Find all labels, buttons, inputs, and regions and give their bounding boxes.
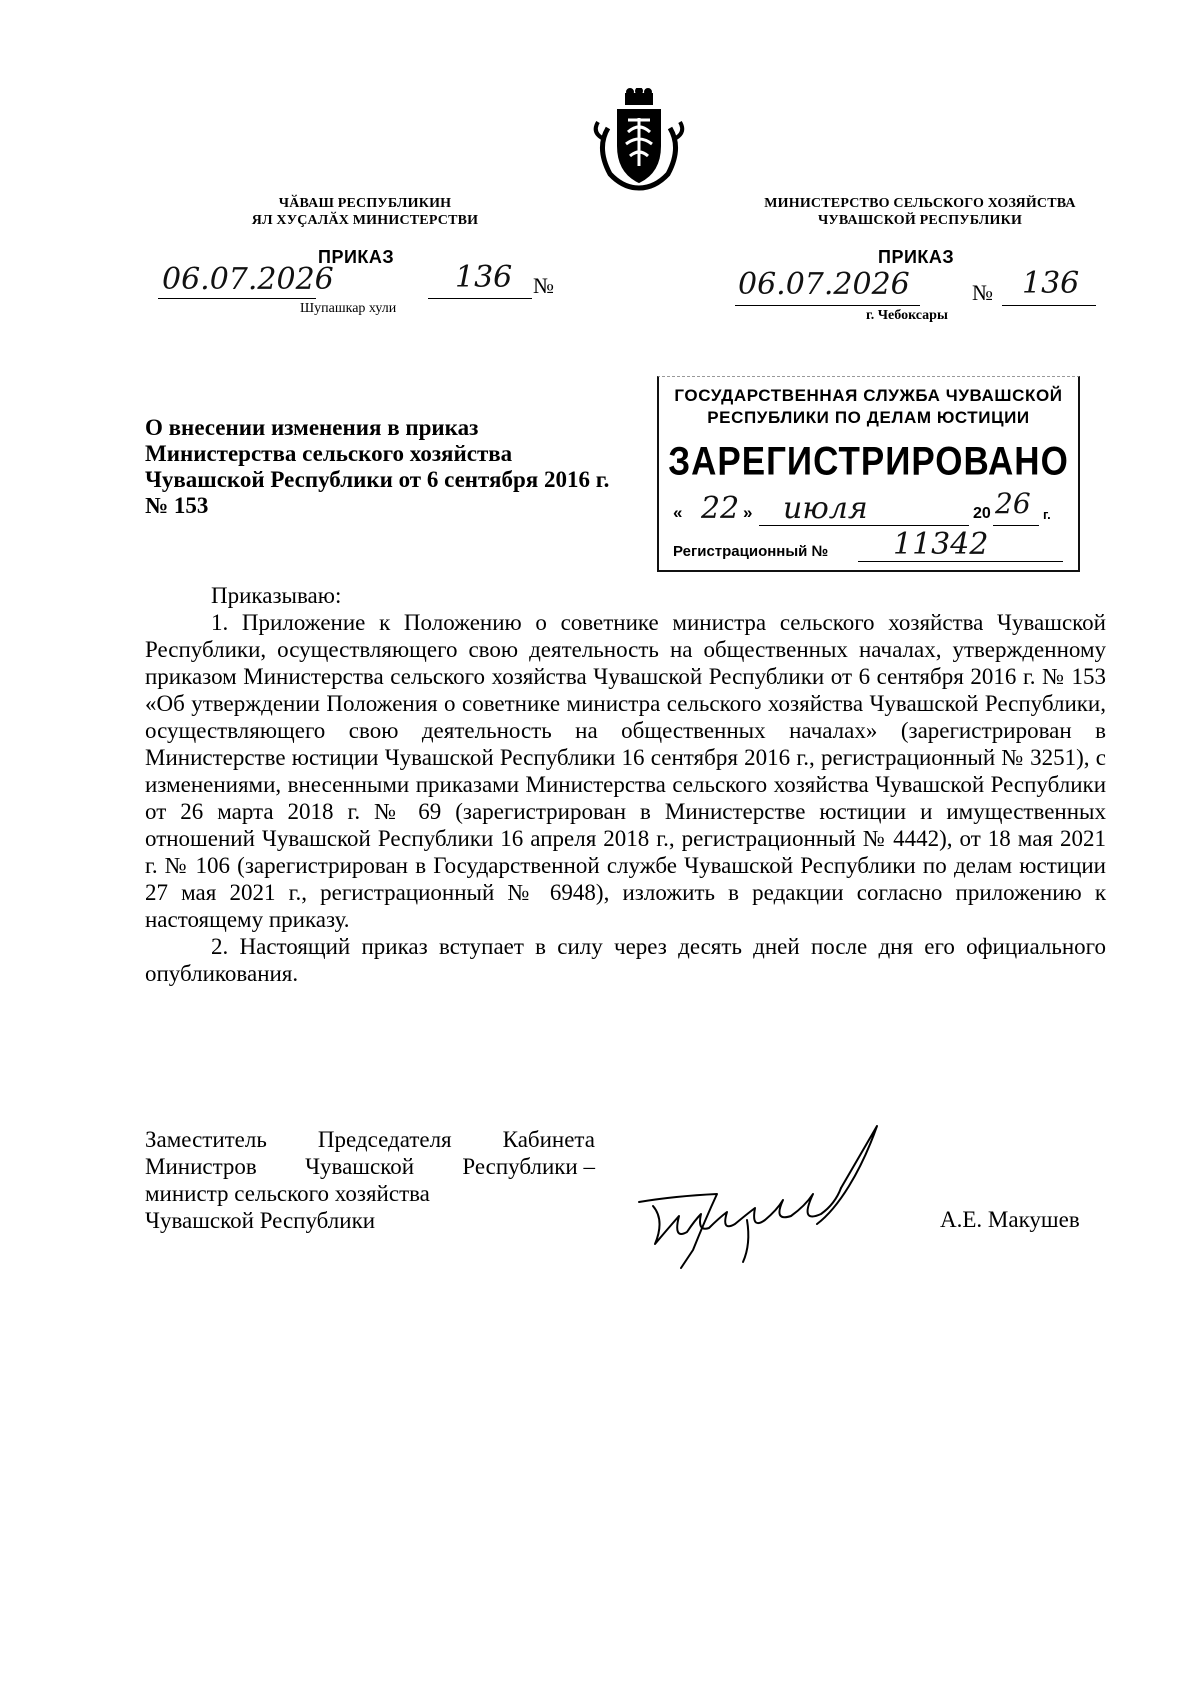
signatory-position-line3: министр сельского хозяйства xyxy=(145,1181,430,1206)
registration-stamp xyxy=(657,376,1080,572)
stamp-status: ЗАРЕГИСТРИРОВАНО xyxy=(668,439,1069,484)
header-left-org xyxy=(215,195,515,229)
stamp-line2: РЕСПУБЛИКИ ПО ДЕЛАМ ЮСТИЦИИ xyxy=(707,408,1030,427)
header-right-line1: МИНИСТЕРСТВО СЕЛЬСКОГО ХОЗЯЙСТВА xyxy=(764,196,1076,211)
stamp-quote-close: » xyxy=(743,503,753,522)
header-right-number: 136 xyxy=(1022,266,1080,301)
body-intro: Приказываю: xyxy=(211,583,342,608)
handwritten-signature xyxy=(635,1120,885,1275)
header-left-date: 06.07.2026 xyxy=(162,262,334,297)
stamp-year: 26 xyxy=(995,487,1031,520)
header-left-number: 136 xyxy=(455,260,513,295)
signatory-name: А.Е. Макушев xyxy=(940,1207,1080,1232)
position-word: Республики – xyxy=(462,1154,595,1179)
signatory-position xyxy=(145,1126,595,1234)
header-right-doc-type: ПРИКАЗ xyxy=(878,247,955,267)
header-left-place: Шупашкар хули xyxy=(300,301,397,316)
header-right-number-sign: № xyxy=(972,280,993,305)
header-right-org xyxy=(735,195,1105,229)
position-word: Министров xyxy=(145,1154,257,1179)
stamp-reg-number: 11342 xyxy=(893,527,989,562)
header-left-number-sign: № xyxy=(533,273,554,298)
stamp-day: 22 xyxy=(701,491,740,526)
position-word: Председателя xyxy=(317,1127,452,1152)
chuvash-republic-coat-of-arms-icon xyxy=(588,88,690,192)
header-right-place: г. Чебоксары xyxy=(866,308,948,323)
stamp-month: июля xyxy=(783,491,868,526)
body-item-2: 2. Настоящий приказ вступает в силу через десять дней после дня его официального опубликования. xyxy=(145,934,1106,986)
stamp-reg-label: Регистрационный № xyxy=(673,543,829,560)
position-word: Чувашской xyxy=(305,1154,415,1179)
body-item-1: 1. Приложение к Положению о советнике министра сельского хозяйства Чувашской Республики, осуществляющего свою деятельность на общественных началах, утвержденному приказом Министерства сельского хозяйства Чувашской Республики от 6 сентября 2016 г. № 153 «Об утверждении Положения о советнике министра сельского хозяйства Чувашской Республики, осуществляющего свою деятельность на общественных началах» (зарегистрирован в Министерстве юстиции Чувашской Республики 16 сентября 2016 г., регистрационный № 3251), с изменениями, внесенными приказами Министерства сельского хозяйства Чувашской Республики от 26 марта 2018 г. № 69 (зарегистрирован в Министерстве юстиции и имущественных отношений Чувашской Республики 16 апреля 2018 г., регистрационный № 4442), от 18 мая 2021 г. № 106 (зарегистрирован в Государственной службе Чувашской Республики по делам юстиции 27 мая 2021 г., регистрационный № 6948), изложить в редакции согласно приложению к настоящему приказу. xyxy=(145,610,1106,932)
stamp-year-prefix: 20 xyxy=(973,505,991,522)
stamp-date-row xyxy=(673,487,1068,529)
stamp-org xyxy=(659,385,1078,429)
signatory-position-line4: Чувашской Республики xyxy=(145,1208,376,1233)
header-right-line2: ЧУВАШСКОЙ РЕСПУБЛИКИ xyxy=(817,213,1023,228)
stamp-quote-open: « xyxy=(673,503,683,522)
header-left-doc-type: ПРИКАЗ xyxy=(318,247,395,267)
stamp-year-line xyxy=(993,525,1039,526)
header-right-date-line xyxy=(735,305,920,306)
header-left-line1: ЧӐВАШ РЕСПУБЛИКИН xyxy=(278,196,452,211)
document-title: О внесении изменения в приказ Министерства сельского хозяйства Чувашской Республики от 6 сентября 2016 г. № 153 xyxy=(145,415,610,518)
header-right-number-line xyxy=(1002,305,1096,306)
header-left-number-line xyxy=(428,298,532,299)
header-right-date: 06.07.2026 xyxy=(738,267,910,302)
signatory-position-line2 xyxy=(145,1153,595,1180)
position-word: Заместитель xyxy=(145,1127,267,1152)
header-left-line2: ЯЛ ХУҪАЛӐХ МИНИСТЕРСТВИ xyxy=(251,213,479,228)
stamp-line1: ГОСУДАРСТВЕННАЯ СЛУЖБА ЧУВАШСКОЙ xyxy=(674,386,1063,405)
stamp-reg-line xyxy=(858,561,1063,562)
signatory-position-line1 xyxy=(145,1126,595,1153)
stamp-year-suffix: г. xyxy=(1043,507,1051,522)
document-body xyxy=(145,582,1106,987)
stamp-reg-row xyxy=(673,527,1068,567)
stamp-month-line xyxy=(759,525,969,526)
header-left-date-line xyxy=(158,298,316,299)
position-word: Кабинета xyxy=(502,1127,595,1152)
